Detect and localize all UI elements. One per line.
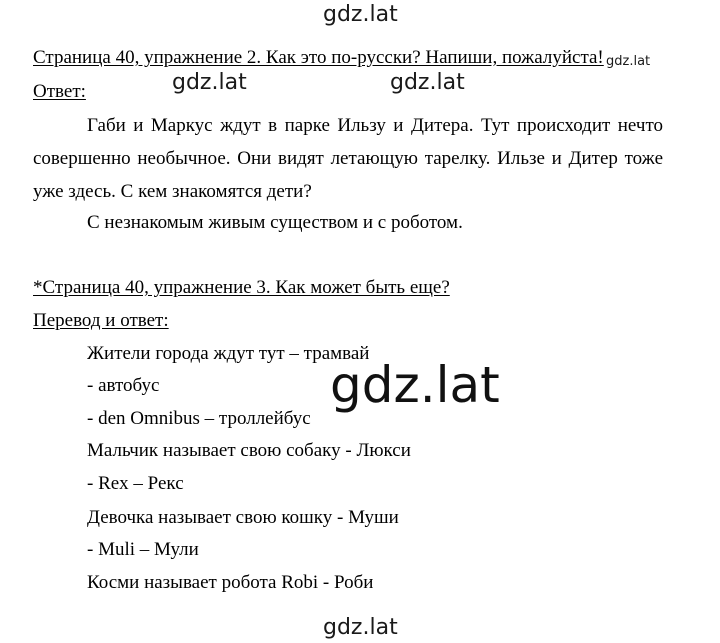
- watermark-bottom: gdz.lat: [323, 615, 398, 640]
- list-item: - Rex – Рекс: [87, 473, 184, 494]
- list-item: Девочка называет свою кошку - Муши: [87, 507, 399, 528]
- exercise-2-answer-label: Ответ:: [33, 81, 86, 102]
- list-item: Мальчик называет свою собаку - Люкси: [87, 440, 411, 461]
- list-item: Жители города ждут тут – трамвай: [87, 343, 370, 364]
- watermark-answer-left: gdz.lat: [172, 70, 247, 95]
- exercise-2-heading: Страница 40, упражнение 2. Как это по-русски? Напиши, пожалуйста!: [33, 47, 604, 68]
- watermark-center: gdz.lat: [330, 356, 500, 414]
- exercise-3-answer-label: Перевод и ответ:: [33, 310, 169, 331]
- list-item: - den Omnibus – троллейбус: [87, 408, 311, 429]
- exercise-2-answer-paragraph: Габи и Маркус ждут в парке Ильзу и Дитера. Тут происходит нечто совершенно необычное. Они видят летающую тарелку. Ильзе и Дитер тоже уже здесь. С кем знакомятся дети?: [33, 115, 663, 202]
- watermark-top: gdz.lat: [323, 2, 398, 27]
- list-item: - автобус: [87, 375, 160, 396]
- exercise-3-heading: *Страница 40, упражнение 3. Как может быть еще?: [33, 277, 450, 298]
- list-item: Косми называет робота Robi - Роби: [87, 572, 374, 593]
- exercise-2-answer-line: С незнакомым живым существом и с роботом.: [87, 212, 463, 233]
- list-item: - Muli – Мули: [87, 539, 199, 560]
- watermark-answer-right: gdz.lat: [390, 70, 465, 95]
- watermark-header-small: gdz.lat: [606, 54, 651, 69]
